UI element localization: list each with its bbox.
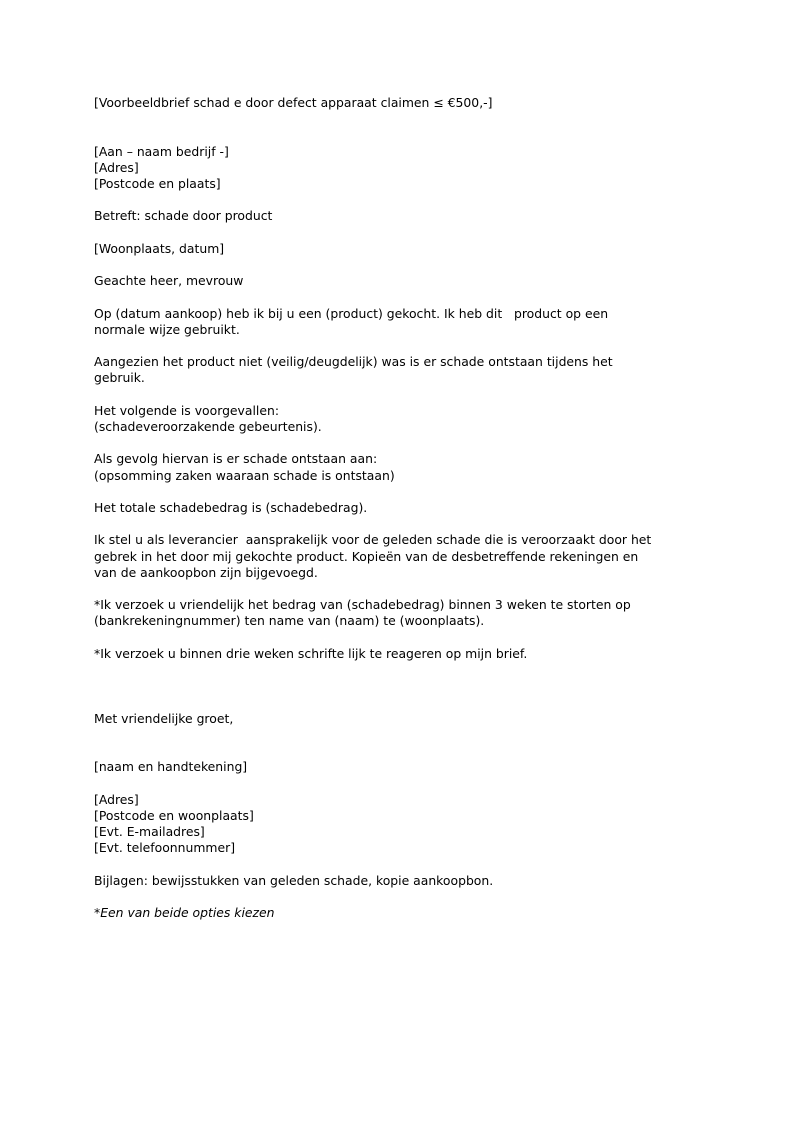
salutation: Geachte heer, mevrouw (94, 273, 244, 289)
paragraph-line: Het totale schadebedrag is (schadebedrag). (94, 499, 368, 515)
sender-block (94, 792, 714, 857)
spacer (94, 192, 714, 208)
spacer (94, 581, 714, 597)
paragraph-line: Ik stel u als leverancier aansprakelijk voor de geleden schade die is veroorzaakt door het (94, 532, 652, 548)
paragraph-8 (94, 646, 714, 662)
sender-email: [Evt. E-mailadres] (94, 823, 205, 839)
spacer (94, 630, 714, 646)
recipient-block (94, 144, 714, 193)
paragraph-3 (94, 403, 714, 435)
paragraph-7 (94, 597, 714, 629)
paragraph-5 (94, 500, 714, 516)
spacer (94, 435, 714, 451)
paragraph-line: gebruik. (94, 370, 145, 386)
letter-subject: Betreft: schade door product (94, 208, 273, 224)
closing: Met vriendelijke groet, (94, 710, 234, 726)
spacer (94, 889, 714, 905)
paragraph-line: *Ik verzoek u vriendelijk het bedrag van (schadebedrag) binnen 3 weken te storten op (94, 597, 631, 613)
recipient-name: [Aan – naam bedrijf -] (94, 143, 229, 159)
letter-body (94, 95, 714, 921)
spacer (94, 338, 714, 354)
spacer (94, 257, 714, 273)
spacer (94, 727, 714, 759)
paragraph-6 (94, 532, 714, 581)
paragraph-line: Het volgende is voorgevallen: (94, 402, 280, 418)
spacer (94, 484, 714, 500)
paragraph-line: Op (datum aankoop) heb ik bij u een (product) gekocht. Ik heb dit product op een (94, 305, 609, 321)
paragraph-line: gebrek in het door mij gekochte product. Kopieën van de desbetreffende rekeningen en (94, 548, 639, 564)
paragraph-line: *Ik verzoek u binnen drie weken schrifte lijk te reageren op mijn brief. (94, 645, 528, 661)
paragraph-2 (94, 354, 714, 386)
paragraph-4 (94, 451, 714, 483)
spacer (94, 775, 714, 791)
signature: [naam en handtekening] (94, 759, 248, 775)
sender-postcode-city: [Postcode en woonplaats] (94, 807, 254, 823)
spacer (94, 662, 714, 711)
spacer (94, 225, 714, 241)
paragraph-line: Aangezien het product niet (veilig/deugdelijk) was is er schade ontstaan tijdens het (94, 354, 613, 370)
paragraph-1 (94, 306, 714, 338)
sender-phone: [Evt. telefoonnummer] (94, 840, 236, 856)
spacer (94, 516, 714, 532)
attachments: Bijlagen: bewijsstukken van geleden schade, kopie aankoopbon. (94, 872, 494, 888)
footnote: *Een van beide opties kiezen (94, 904, 275, 920)
place-date: [Woonplaats, datum] (94, 240, 225, 256)
sender-address: [Adres] (94, 791, 139, 807)
spacer (94, 289, 714, 305)
recipient-postcode-city: [Postcode en plaats] (94, 176, 221, 191)
paragraph-line: normale wijze gebruikt. (94, 321, 240, 337)
recipient-address: [Adres] (94, 159, 139, 175)
spacer (94, 856, 714, 872)
paragraph-line: (bankrekeningnummer) ten name van (naam) te (woonplaats). (94, 613, 485, 629)
spacer (94, 387, 714, 403)
paragraph-line: (schadeveroorzakende gebeurtenis). (94, 418, 322, 434)
paragraph-line: van de aankoopbon zijn bijgevoegd. (94, 564, 318, 580)
paragraph-line: Als gevolg hiervan is er schade ontstaan aan: (94, 451, 378, 467)
letter-heading: [Voorbeeldbrief schad e door defect apparaat claimen ≤ €500,-] (94, 95, 493, 110)
paragraph-line: (opsomming zaken waaraan schade is ontstaan) (94, 467, 395, 483)
spacer (94, 111, 714, 143)
